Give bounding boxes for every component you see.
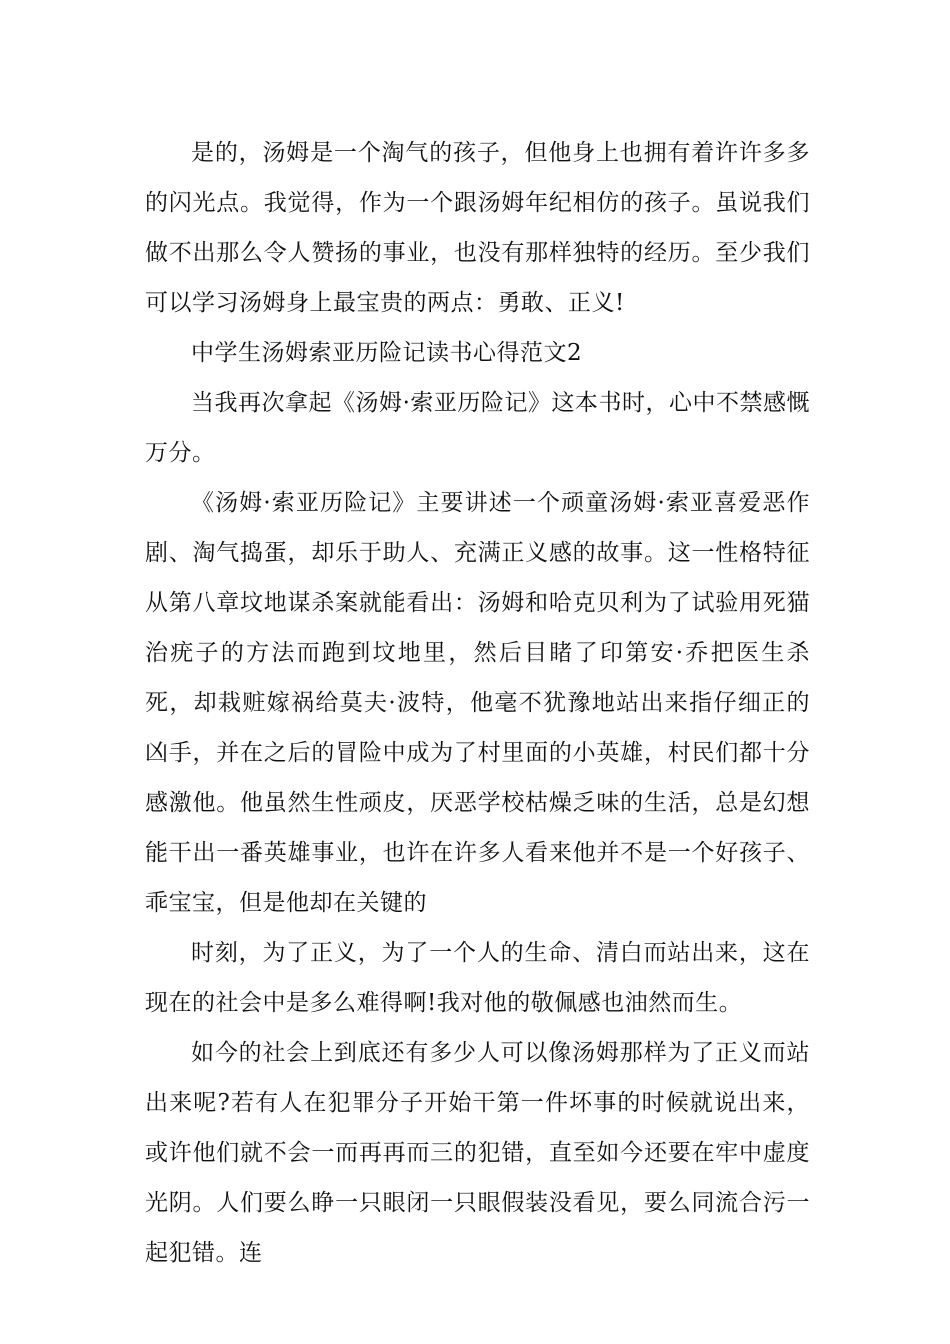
section-heading: 中学生汤姆索亚历险记读书心得范文2 bbox=[191, 340, 583, 366]
paragraph-opening: 当我再次拿起《汤姆·索亚历险记》这本书时，心中不禁感慨万分。 bbox=[145, 390, 810, 466]
document-body bbox=[145, 128, 810, 1278]
paragraph-story-summary: 《汤姆·索亚历险记》主要讲述一个顽童汤姆·索亚喜爱恶作剧、淘气捣蛋，却乐于助人、充满正义感的故事。这一性格特征从第八章坟地谋杀案就能看出：汤姆和哈克贝利为了试验用死猫治疣子的方法而跑到坟地里，然后目睹了印第安·乔把医生杀死，却栽赃嫁祸给莫夫·波特，他毫不犹豫地站出来指仔细正的凶手，并在之后的冒险中成为了村里面的小英雄，村民们都十分感激他。他虽然生性顽皮，厌恶学校枯燥乏味的生活，总是幻想能干出一番英雄事业，也许在许多人看来他并不是一个好孩子、乖宝宝，但是他却在关键的 bbox=[145, 490, 810, 916]
paragraph-intro-conclusion: 是的，汤姆是一个淘气的孩子，但他身上也拥有着许许多多的闪光点。我觉得，作为一个跟汤姆年纪相仿的孩子。虽说我们做不出那么令人赞扬的事业，也没有那样独特的经历。至少我们可以学习汤姆身上最宝贵的两点：勇敢、正义! bbox=[145, 140, 810, 316]
paragraph-society-reflection: 如今的社会上到底还有多少人可以像汤姆那样为了正义而站出来呢?若有人在犯罪分子开始干第一件坏事的时候就说出来，或许他们就不会一而再再而三的犯错，直至如今还要在牢中虚度光阴。人们要么睁一只眼闭一只眼假装没看见，要么同流合污一起犯错。连 bbox=[145, 1040, 810, 1266]
paragraph-key-moment: 时刻，为了正义，为了一个人的生命、清白而站出来，这在现在的社会中是多么难得啊!我对他的敬佩感也油然而生。 bbox=[145, 940, 810, 1016]
